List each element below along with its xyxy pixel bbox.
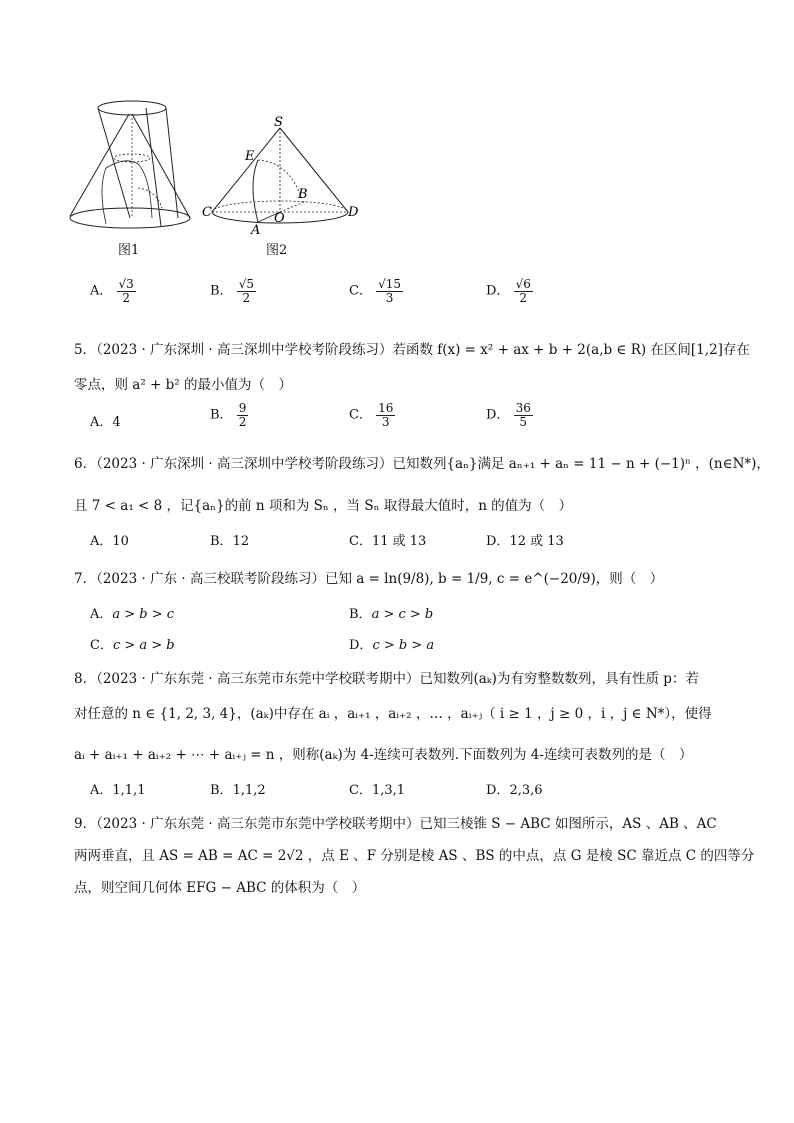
q6-stem-line2: 且 7 < a₁ < 8 ，记{aₙ}的前 n 项和为 Sₙ ，当 Sₙ 取得最大值时，n 的值为（ ） xyxy=(74,498,573,514)
q4-option-d-fraction: $\frac{√6}{2}$ xyxy=(515,277,531,305)
q7-stem-line1: 7．（2023 · 广东 · 高三校联考阶段练习）已知 a = ln(9/8), b = 1/9, c = e^(−20/9)，则（ ） xyxy=(74,571,664,587)
q5-option-c: C． $\frac{16}{3}$ xyxy=(349,401,394,429)
fig2-label-S: S xyxy=(274,115,283,130)
q5-stem-line1: 5．（2023 · 广东深圳 · 高三深圳中学校考阶段练习）若函数 f(x) = x² + ax + b + 2(a,b ∈ R) 在区间[1,2]存在 xyxy=(74,342,750,358)
q7-option-a: A．a > b > c xyxy=(90,607,175,622)
fig2-label-C: C xyxy=(202,205,212,220)
q8-option-b: B．1,1,2 xyxy=(210,783,266,798)
q4-option-a-fraction: $\frac{√3}{2}$ xyxy=(118,277,134,305)
figure-2-cone-diagram xyxy=(200,114,362,236)
q8-option-a: A．1,1,1 xyxy=(90,783,146,798)
q7-option-b: B．a > c > b xyxy=(349,607,434,622)
q6-option-b: B．12 xyxy=(210,534,250,549)
q8-stem-line2: 对任意的 n ∈ {1, 2, 3, 4}，(aₖ)中存在 aᵢ ，aᵢ₊₁ ，aᵢ₊₂ ，… ，aᵢ₊ⱼ（ i ≥ 1 ，j ≥ 0 ，i ，j ∈ N*），使得 xyxy=(74,706,712,722)
q6-option-c: C．11 或 13 xyxy=(349,534,427,549)
fig2-label-B: B xyxy=(298,187,308,202)
q4-option-a: A． $\frac{√3}{2}$ xyxy=(90,277,134,305)
q9-stem-line1: 9．（2023 · 广东东莞 · 高三东莞市东莞中学校联考期中）已知三棱锥 S − ABC 如图所示，AS 、AB 、AC xyxy=(74,816,717,832)
figure-1-cone-diagram xyxy=(66,98,196,234)
q6-option-a: A．10 xyxy=(90,534,129,549)
q8-option-c: C．1,3,1 xyxy=(349,783,406,798)
q8-stem-line3: aᵢ + aᵢ₊₁ + aᵢ₊₂ + ⋯ + aᵢ₊ⱼ = n ，则称(aₖ)为 4-连续可表数列.下面数列为 4-连续可表数列的是（ ） xyxy=(74,747,693,763)
fig1-top-ellipse xyxy=(98,101,166,115)
q4-option-b-fraction: $\frac{√5}{2}$ xyxy=(238,277,254,305)
q5-stem-line2: 零点，则 a² + b² 的最小值为（ ） xyxy=(74,377,292,393)
q7-option-c: C．c > a > b xyxy=(90,638,175,653)
fig2-label-D: D xyxy=(348,205,359,220)
q8-stem-line1: 8．（2023 · 广东东莞 · 高三东莞市东莞中学校联考期中）已知数列(aₖ)为有穷整数数列，具有性质 p：若 xyxy=(74,671,699,687)
q9-stem-line2: 两两垂直，且 AS = AB = AC = 2√2 ，点 E 、F 分别是棱 AS 、BS 的中点，点 G 是棱 SC 靠近点 C 的四等分 xyxy=(74,848,755,864)
q9-stem-line3: 点，则空间几何体 EFG − ABC 的体积为（ ） xyxy=(74,880,366,896)
q8-option-d: D．2,3,6 xyxy=(486,783,543,798)
q4-option-d: D． $\frac{√6}{2}$ xyxy=(486,277,531,305)
q5-option-a: A．4 xyxy=(90,415,121,430)
fig2-label-E: E xyxy=(245,149,255,164)
fig2-label-A: A xyxy=(251,223,261,236)
q5-option-d: D． $\frac{36}{5}$ xyxy=(486,401,531,429)
q5-option-b: B． $\frac{9}{2}$ xyxy=(210,401,247,429)
q4-option-c-fraction: $\frac{√15}{3}$ xyxy=(378,277,402,305)
q7-option-d: D．c > b > a xyxy=(349,638,435,653)
figure-1-caption: 图1 xyxy=(118,243,140,258)
q6-stem-line1: 6．（2023 · 广东深圳 · 高三深圳中学校考阶段练习）已知数列{aₙ}满足 aₙ₊₁ + aₙ = 11 − n + (−1)ⁿ ，(n∈N*)， xyxy=(74,456,770,472)
q4-option-c: C． $\frac{√15}{3}$ xyxy=(349,277,402,305)
q6-option-d: D．12 或 13 xyxy=(486,534,564,549)
fig2-label-O: O xyxy=(274,211,285,226)
q4-option-b: B． $\frac{√5}{2}$ xyxy=(210,277,254,305)
figure-2-caption: 图2 xyxy=(266,243,288,258)
